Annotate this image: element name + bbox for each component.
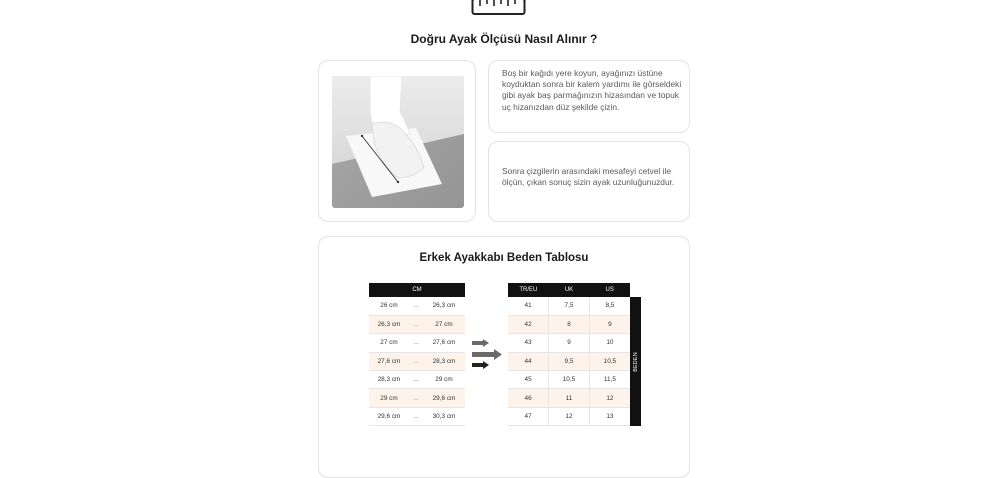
cm-header: CM <box>369 283 465 297</box>
cm-sep: ... <box>409 315 423 333</box>
ruler-icon <box>471 0 526 16</box>
uk-cell: 8 <box>549 315 590 333</box>
cm-sep: ... <box>409 407 423 425</box>
cm-sep: ... <box>409 389 423 407</box>
us-cell: 9 <box>589 315 630 333</box>
cm-to: 30,3 cm <box>423 407 465 425</box>
cm-to: 29,6 cm <box>423 389 465 407</box>
cm-to: 29 cm <box>423 371 465 389</box>
cm-from: 27,6 cm <box>369 352 409 370</box>
table-row <box>508 389 630 407</box>
cm-sep: ... <box>409 352 423 370</box>
table-row <box>508 297 630 315</box>
uk-cell: 11 <box>549 389 590 407</box>
us-header: US <box>589 283 630 297</box>
cm-sep: ... <box>409 371 423 389</box>
table-row <box>508 334 630 352</box>
page-title: Doğru Ayak Ölçüsü Nasıl Alınır ? <box>410 32 598 46</box>
table-row <box>369 334 465 352</box>
cm-from: 28,3 cm <box>369 371 409 389</box>
photo-card <box>318 60 476 222</box>
size-chart-card <box>318 236 690 478</box>
table-row <box>369 389 465 407</box>
cm-table <box>369 283 465 426</box>
tr-eu-cell: 45 <box>508 371 549 389</box>
tr-eu-cell: 41 <box>508 297 549 315</box>
table-row <box>369 407 465 425</box>
cm-to: 27,6 cm <box>423 334 465 352</box>
us-cell: 10,5 <box>589 352 630 370</box>
table-row <box>369 315 465 333</box>
cm-from: 27 cm <box>369 334 409 352</box>
tr-eu-cell: 42 <box>508 315 549 333</box>
table-row <box>508 407 630 425</box>
table-row <box>508 371 630 389</box>
table-row <box>508 315 630 333</box>
table-row <box>369 371 465 389</box>
uk-cell: 9,5 <box>549 352 590 370</box>
us-cell: 11,5 <box>589 371 630 389</box>
cm-from: 29,6 cm <box>369 407 409 425</box>
us-cell: 12 <box>589 389 630 407</box>
tr-eu-cell: 47 <box>508 407 549 425</box>
cm-sep: ... <box>409 334 423 352</box>
cm-from: 26,3 cm <box>369 315 409 333</box>
cm-to: 27 cm <box>423 315 465 333</box>
table-row <box>369 352 465 370</box>
tr-eu-header: TR/EU <box>508 283 549 297</box>
uk-cell: 10,5 <box>549 371 590 389</box>
uk-cell: 7,5 <box>549 297 590 315</box>
cm-from: 29 cm <box>369 389 409 407</box>
right-arrows-icon <box>472 339 504 371</box>
cm-to: 26,3 cm <box>423 297 465 315</box>
beden-label: BEDEN <box>632 351 639 372</box>
beden-side-bar <box>630 297 641 426</box>
size-chart-title: Erkek Ayakkabı Beden Tablosu <box>419 252 589 264</box>
us-cell: 8,5 <box>589 297 630 315</box>
tr-eu-cell: 44 <box>508 352 549 370</box>
instruction-step-2-card <box>488 141 690 222</box>
cm-sep: ... <box>409 297 423 315</box>
table-row <box>369 297 465 315</box>
tr-eu-cell: 43 <box>508 334 549 352</box>
foot-measure-photo <box>332 76 464 208</box>
uk-cell: 9 <box>549 334 590 352</box>
uk-cell: 12 <box>549 407 590 425</box>
us-cell: 13 <box>589 407 630 425</box>
instruction-step-1-card <box>488 60 690 133</box>
uk-header: UK <box>549 283 590 297</box>
tr-eu-cell: 46 <box>508 389 549 407</box>
instruction-step-2-text: Sonra çizgilerin arasındaki mesafeyi cetvel ile ölçün, çıkan sonuç sizin ayak uzunluğunuzdur. <box>502 166 675 188</box>
cm-to: 28,3 cm <box>423 352 465 370</box>
table-row <box>508 352 630 370</box>
us-cell: 10 <box>589 334 630 352</box>
size-table <box>508 283 630 426</box>
cm-from: 26 cm <box>369 297 409 315</box>
instruction-step-1-text: Boş bir kağıdı yere koyun, ayağınızı üstüne koyduktan sonra bir kalem yardımı ile görseldeki gibi ayak baş parmağınızın hizasından ve topuk uç hizanızdan düz şekilde çizin. <box>502 68 682 112</box>
